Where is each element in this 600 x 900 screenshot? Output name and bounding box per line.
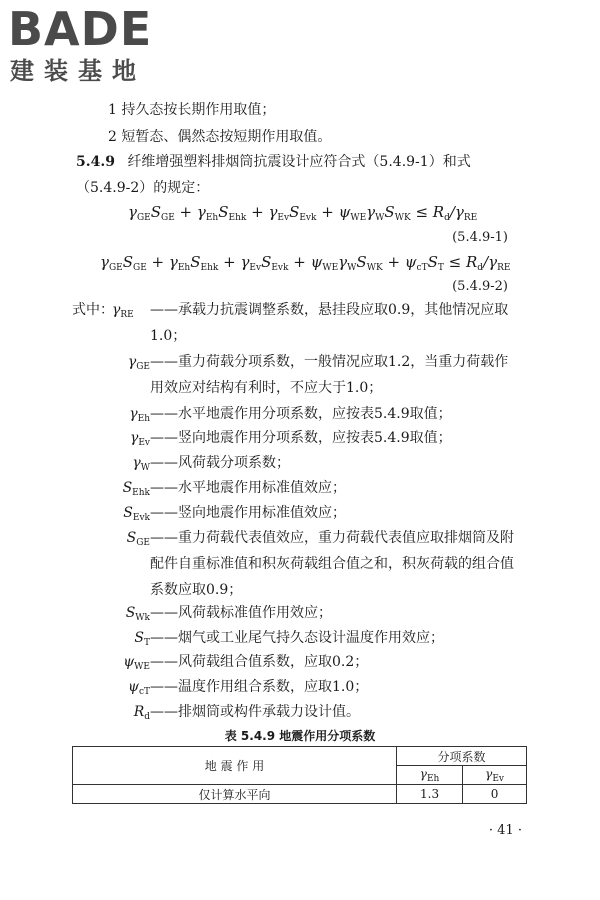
def-text: ——竖向地震作用标准值效应； [150, 505, 346, 521]
def-symbol: $\psi_{WE}$ [123, 654, 150, 672]
def-text: ——竖向地震作用分项系数，应按表5.4.9取值； [150, 430, 452, 446]
bade-logo [8, 4, 178, 92]
table-caption: 表 5.4.9 地震作用分项系数 [224, 729, 376, 743]
def-gamma-eh [60, 404, 540, 424]
def-symbol: $S_{Ehk}$ [122, 480, 150, 498]
def-symbol: $S_{Evk}$ [123, 505, 150, 523]
def-r-d [60, 702, 540, 722]
table-row [73, 785, 527, 804]
def-symbol: $S_{Wk}$ [125, 605, 150, 623]
def-symbol: $\gamma_{Ev}$ [129, 430, 150, 448]
def-text: ——烟气或工业尾气持久态设计温度作用效应； [150, 630, 444, 646]
group-header: 分项系数 [397, 747, 527, 766]
def-text: ——排烟筒或构件承载力设计值。 [150, 704, 360, 720]
def-symbol: $R_d$ [133, 704, 150, 722]
def-text: ——风荷载分项系数； [150, 455, 290, 471]
def-gamma-ev [60, 428, 540, 448]
equation-2: $\gamma_{GE}S_{GE} + \gamma_{Eh}S_{Ehk} + \gamma_{Ev}S_{Evk} + \psi_{WE}\gamma_WS_{WK} + \psi_{cT}S_T \le R_d/\gamma_{RE}$ [100, 253, 511, 273]
row-label: 仅计算水平向 [73, 785, 397, 804]
row-value-ev: 0 [463, 785, 527, 804]
def-s-evk [60, 503, 540, 523]
page-number: · 41 · [488, 823, 522, 838]
def-text: ——风荷载组合值系数，应取0.2； [150, 654, 369, 670]
item-2: 2 短暂态、偶然态按短期作用取值。 [108, 129, 332, 145]
def-s-ge [60, 528, 540, 598]
def-text: ——水平地震作用标准值效应； [150, 480, 346, 496]
def-symbol: $\gamma_{RE}$ [112, 302, 134, 320]
def-text: ——风荷载标准值作用效应； [150, 605, 332, 621]
def-symbol: $\psi_{cT}$ [127, 679, 150, 697]
def-s-t [60, 628, 540, 648]
def-symbol: $\gamma_W$ [132, 455, 150, 473]
def-psi-ct [60, 677, 540, 697]
logo-subtitle: 建装基地 [10, 57, 146, 85]
def-symbol: $S_T$ [134, 630, 150, 648]
equation-2-label: (5.4.9-2) [452, 279, 508, 294]
where-label: 式中： [72, 302, 114, 318]
sub-header-eh: $\gamma_{Eh}$ [397, 766, 463, 785]
def-text: ——温度作用组合系数，应取1.0； [150, 679, 369, 695]
item-1: 1 持久态按长期作用取值； [108, 102, 276, 118]
def-gamma-w [60, 453, 540, 473]
def-text: ——重力荷载分项系数，一般情况应取1.2，当重力荷载作用效应对结构有利时，不应大于1.0； [150, 354, 509, 396]
clause-number: 5.4.9 [76, 154, 115, 170]
logo-brand: BADE [8, 2, 153, 56]
def-gamma-re [60, 300, 540, 344]
def-text: ——水平地震作用分项系数，应按表5.4.9取值； [150, 406, 452, 422]
equation-1-label: (5.4.9-1) [452, 230, 508, 245]
def-symbol: $\gamma_{Eh}$ [129, 406, 150, 424]
def-s-ehk [60, 478, 540, 498]
equation-1: $\gamma_{GE}S_{GE} + \gamma_{Eh}S_{Ehk} + \gamma_{Ev}S_{Evk} + \psi_{WE}\gamma_WS_{WK} \le R_d/\gamma_{RE}$ [128, 203, 478, 223]
col-header: 地 震 作 用 [73, 747, 397, 785]
def-gamma-ge [60, 352, 540, 396]
def-psi-we [60, 652, 540, 672]
def-text: ——重力荷载代表值效应，重力荷载代表值应取排烟筒及附配件自重标准值和积灰荷载组合值之和，积灰荷载的组合值系数应取0.9； [150, 530, 514, 598]
def-symbol: $\gamma_{GE}$ [127, 354, 150, 372]
def-text: ——承载力抗震调整系数，悬挂段应取0.9，其他情况应取1.0； [150, 302, 509, 344]
def-symbol: $S_{GE}$ [126, 530, 150, 548]
clause-line-2: （5.4.9-2）的规定： [76, 180, 210, 196]
clause-text-1: 纤维增强塑料排烟筒抗震设计应符合式（5.4.9-1）和式 [127, 154, 471, 170]
seismic-factor-table [72, 746, 527, 804]
sub-header-ev: $\gamma_{Ev}$ [463, 766, 527, 785]
def-s-wk [60, 603, 540, 623]
clause-line-1 [76, 152, 471, 172]
row-value-eh: 1.3 [397, 785, 463, 804]
